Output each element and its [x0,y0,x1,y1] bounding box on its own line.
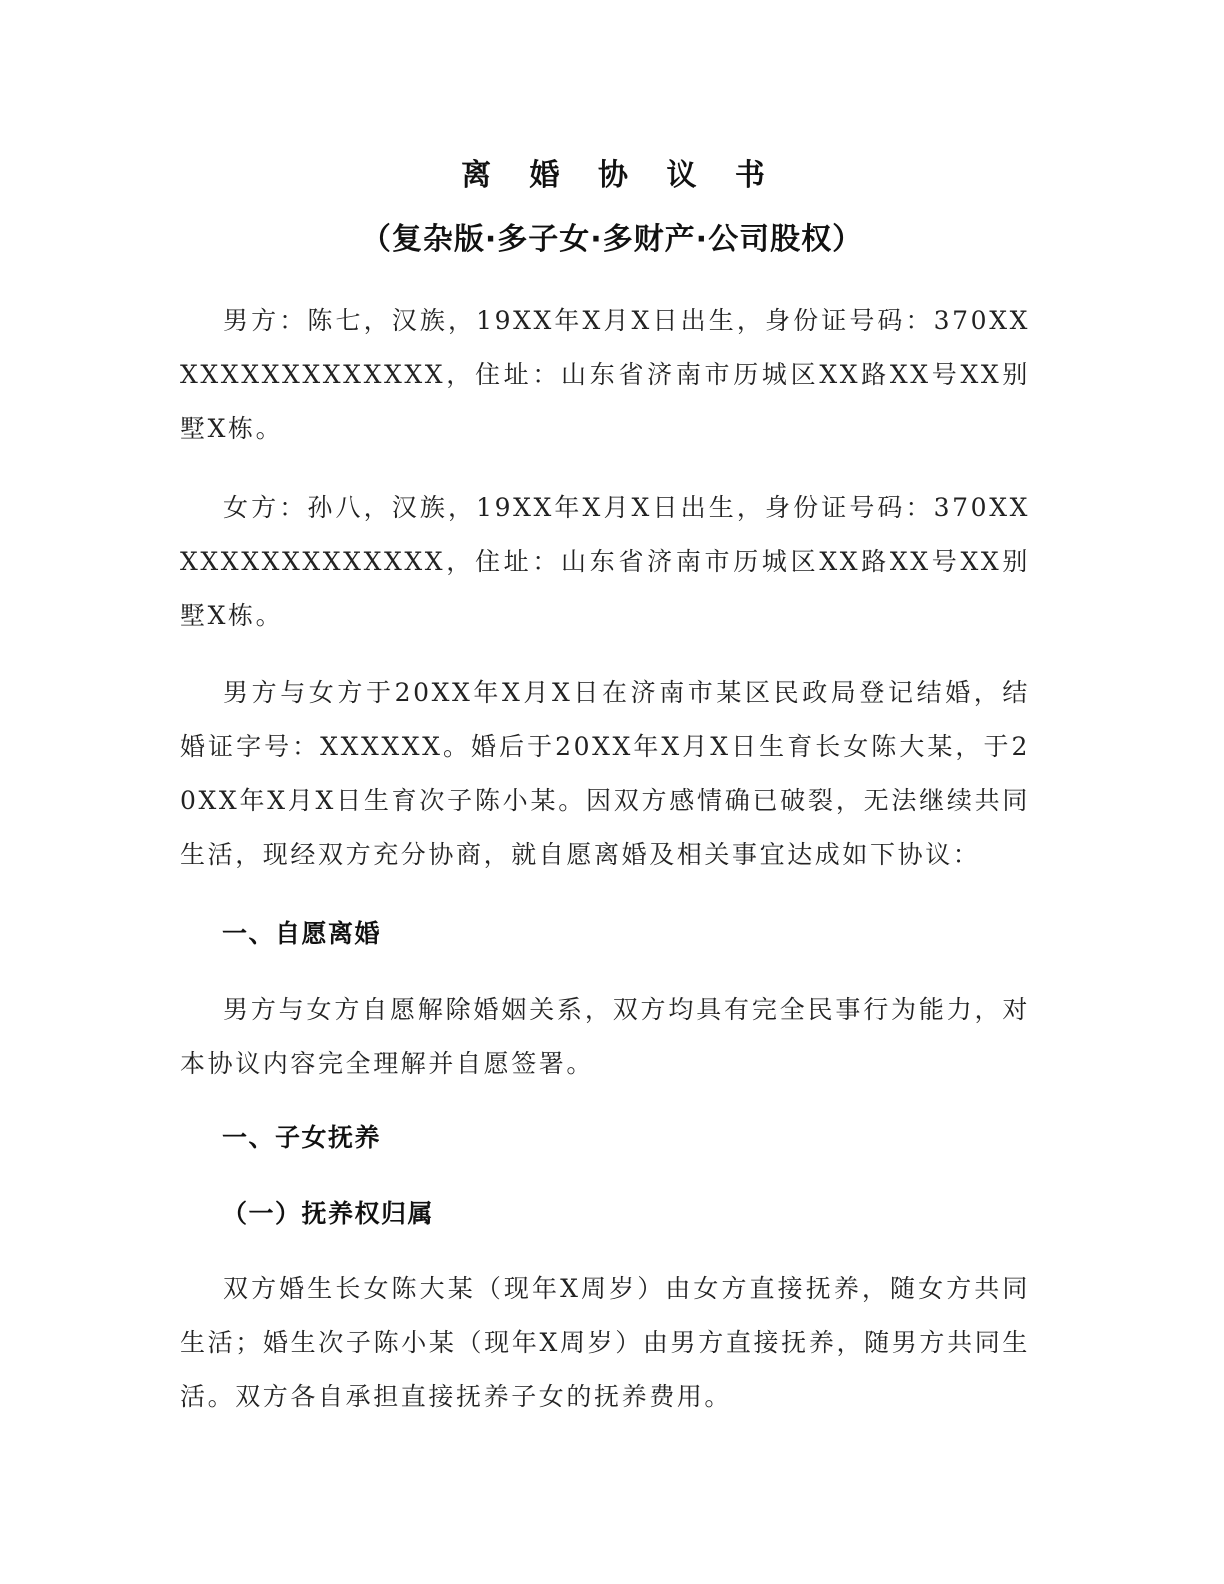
marriage-background-paragraph: 男方与女方于20XX年X月X日在济南市某区民政局登记结婚，结婚证字号：XXXXXX。婚后于20XX年X月X日生育长女陈大某，于20XX年X月X日生育次子陈小某。因双方感情确已破裂，无法继续共同生活，现经双方充分协商，就自愿离婚及相关事宜达成如下协议： [180,678,1030,869]
custody-paragraph: 双方婚生长女陈大某（现年X周岁）由女方直接抚养，随女方共同生活；婚生次子陈小某（现年X周岁）由男方直接抚养，随男方共同生活。双方各自承担直接抚养子女的抚养费用。 [180,1274,1030,1411]
voluntary-divorce-paragraph: 男方与女方自愿解除婚姻关系，双方均具有完全民事行为能力，对本协议内容完全理解并自愿签署。 [180,995,1030,1078]
section-heading-voluntary-divorce: 一、自愿离婚 [222,919,382,948]
document-title: 离 婚 协 议 书 [461,158,779,193]
document-subtitle: （复杂版·多子女·多财产·公司股权） [360,222,864,257]
subsection-heading-custody-ownership: （一）抚养权归属 [222,1199,435,1228]
male-party-paragraph: 男方：陈七，汉族，19XX年X月X日出生，身份证号码：370XXXXXXXXXXXXXXX，住址：山东省济南市历城区XX路XX号XX别墅X栋。 [180,306,1030,443]
section-heading-child-custody: 一、子女抚养 [222,1123,382,1152]
female-party-paragraph: 女方：孙八，汉族，19XX年X月X日出生，身份证号码：370XXXXXXXXXXXXXXX，住址：山东省济南市历城区XX路XX号XX别墅X栋。 [180,493,1030,630]
